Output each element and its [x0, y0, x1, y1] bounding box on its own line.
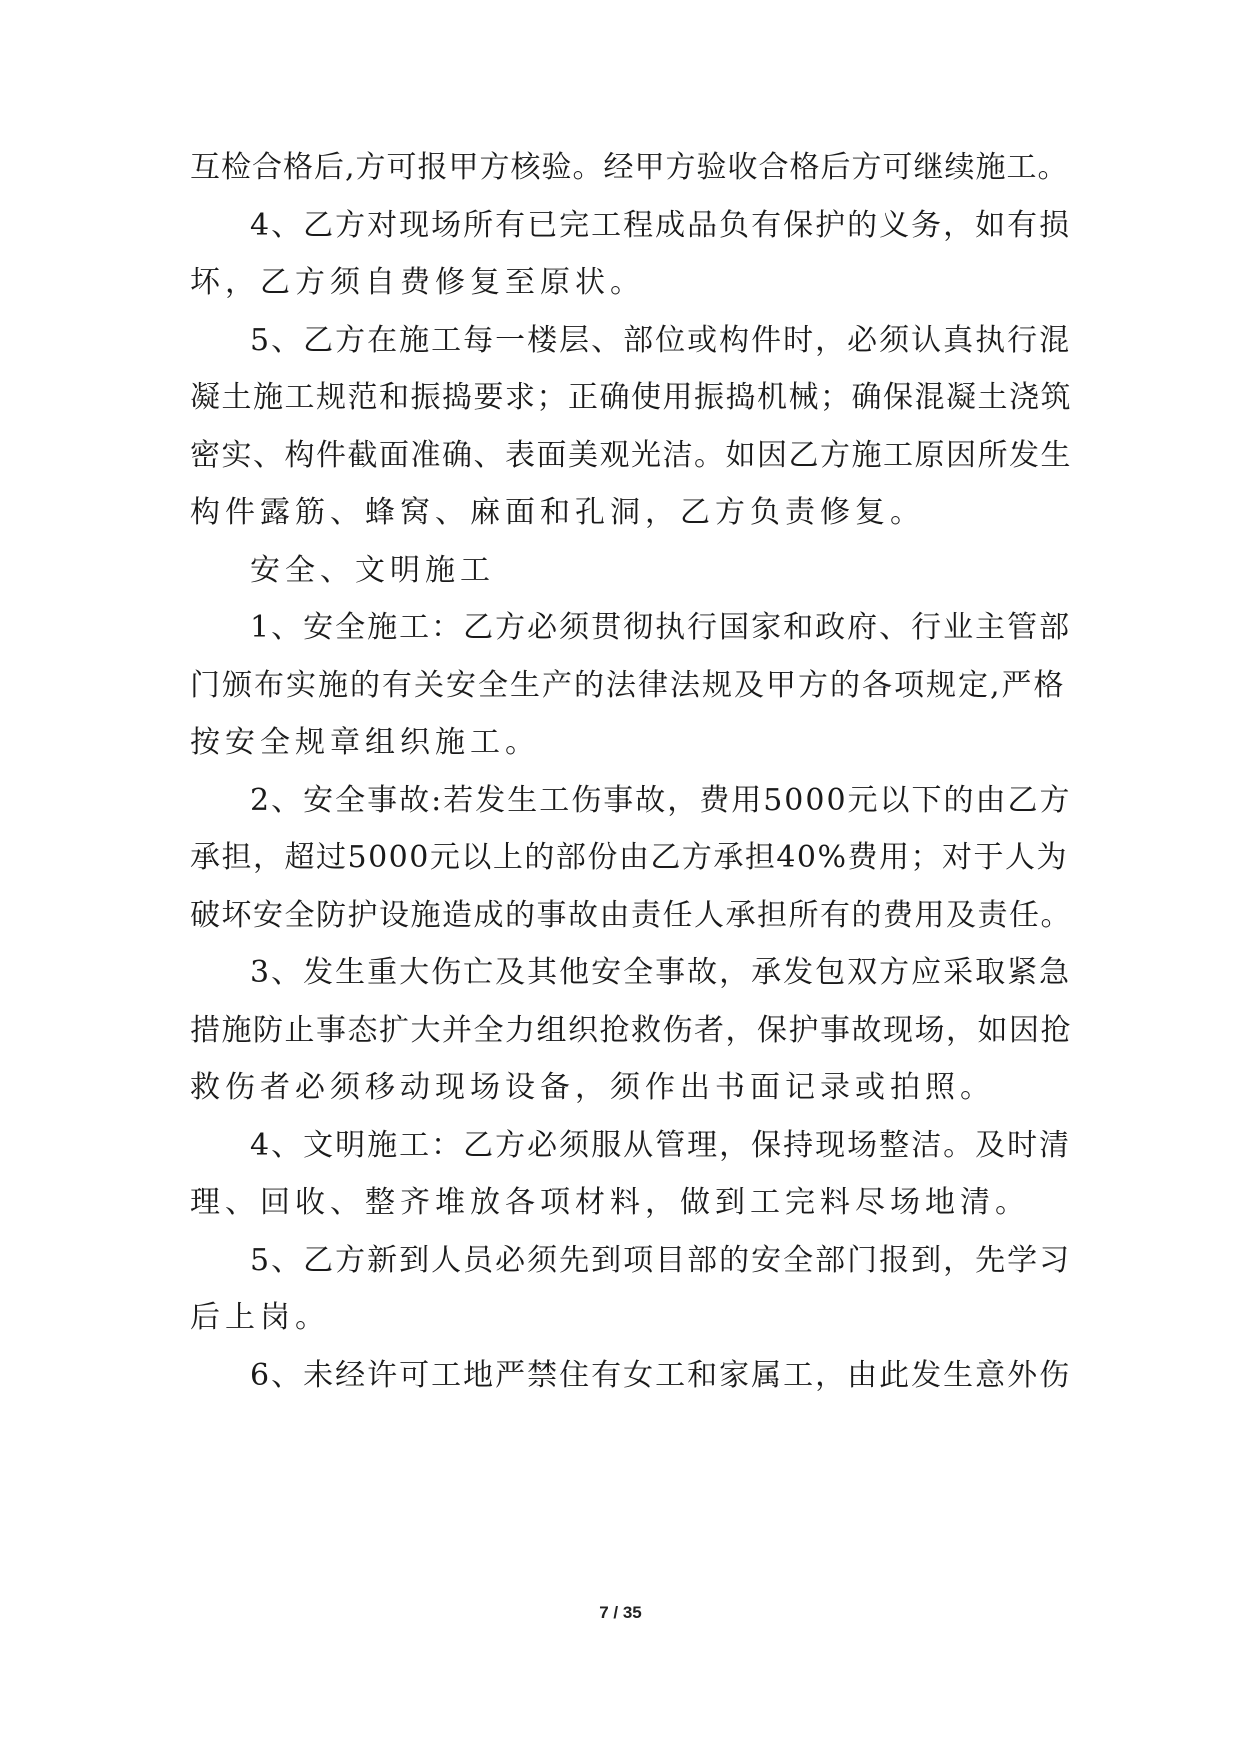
paragraph-line-12: 2、安全事故:若发生工伤事故，费用5000元以下的由乙方: [250, 783, 1072, 818]
paragraph-line-16: 措施防止事态扩大并全力组织抢救伤者，保护事故现场，如因抢: [190, 1013, 1072, 1048]
paragraph-line-21: 后上岗。: [190, 1300, 330, 1335]
paragraph-line-22: 6、未经许可工地严禁住有女工和家属工，由此发生意外伤: [250, 1358, 1072, 1393]
page-number: 7 / 35: [599, 1603, 642, 1622]
paragraph-line-18: 4、文明施工：乙方必须服从管理，保持现场整洁。及时清: [250, 1128, 1072, 1163]
paragraph-line-15: 3、发生重大伤亡及其他安全事故，承发包双方应采取紧急: [250, 955, 1072, 990]
paragraph-line-17: 救伤者必须移动现场设备，须作出书面记录或拍照。: [190, 1070, 995, 1105]
paragraph-line-7: 构件露筋、蜂窝、麻面和孔洞，乙方负责修复。: [190, 495, 925, 530]
paragraph-line-5: 凝土施工规范和振捣要求；正确使用振捣机械；确保混凝土浇筑: [190, 380, 1072, 415]
paragraph-line-3: 坏，乙方须自费修复至原状。: [190, 265, 645, 300]
paragraph-line-2: 4、乙方对现场所有已完工程成品负有保护的义务，如有损: [250, 208, 1072, 243]
paragraph-line-11: 按安全规章组织施工。: [190, 725, 540, 760]
paragraph-line-9: 1、安全施工：乙方必须贯彻执行国家和政府、行业主管部: [250, 610, 1072, 645]
paragraph-line-20: 5、乙方新到人员必须先到项目部的安全部门报到，先学习: [250, 1243, 1072, 1278]
paragraph-line-4: 5、乙方在施工每一楼层、部位或构件时，必须认真执行混: [250, 323, 1072, 358]
paragraph-line-13: 承担，超过5000元以上的部份由乙方承担40%费用；对于人为: [190, 840, 1069, 875]
paragraph-line-19: 理、回收、整齐堆放各项材料，做到工完料尽场地清。: [190, 1185, 1030, 1220]
paragraph-line-6: 密实、构件截面准确、表面美观光洁。如因乙方施工原因所发生: [190, 438, 1072, 473]
section-heading: 安全、文明施工: [250, 553, 495, 588]
paragraph-line-10: 门颁布实施的有关安全生产的法律法规及甲方的各项规定,严格: [190, 668, 1066, 703]
paragraph-line-1: 互检合格后,方可报甲方核验。经甲方验收合格后方可继续施工。: [190, 150, 1069, 185]
paragraph-line-14: 破坏安全防护设施造成的事故由责任人承担所有的费用及责任。: [190, 898, 1072, 933]
